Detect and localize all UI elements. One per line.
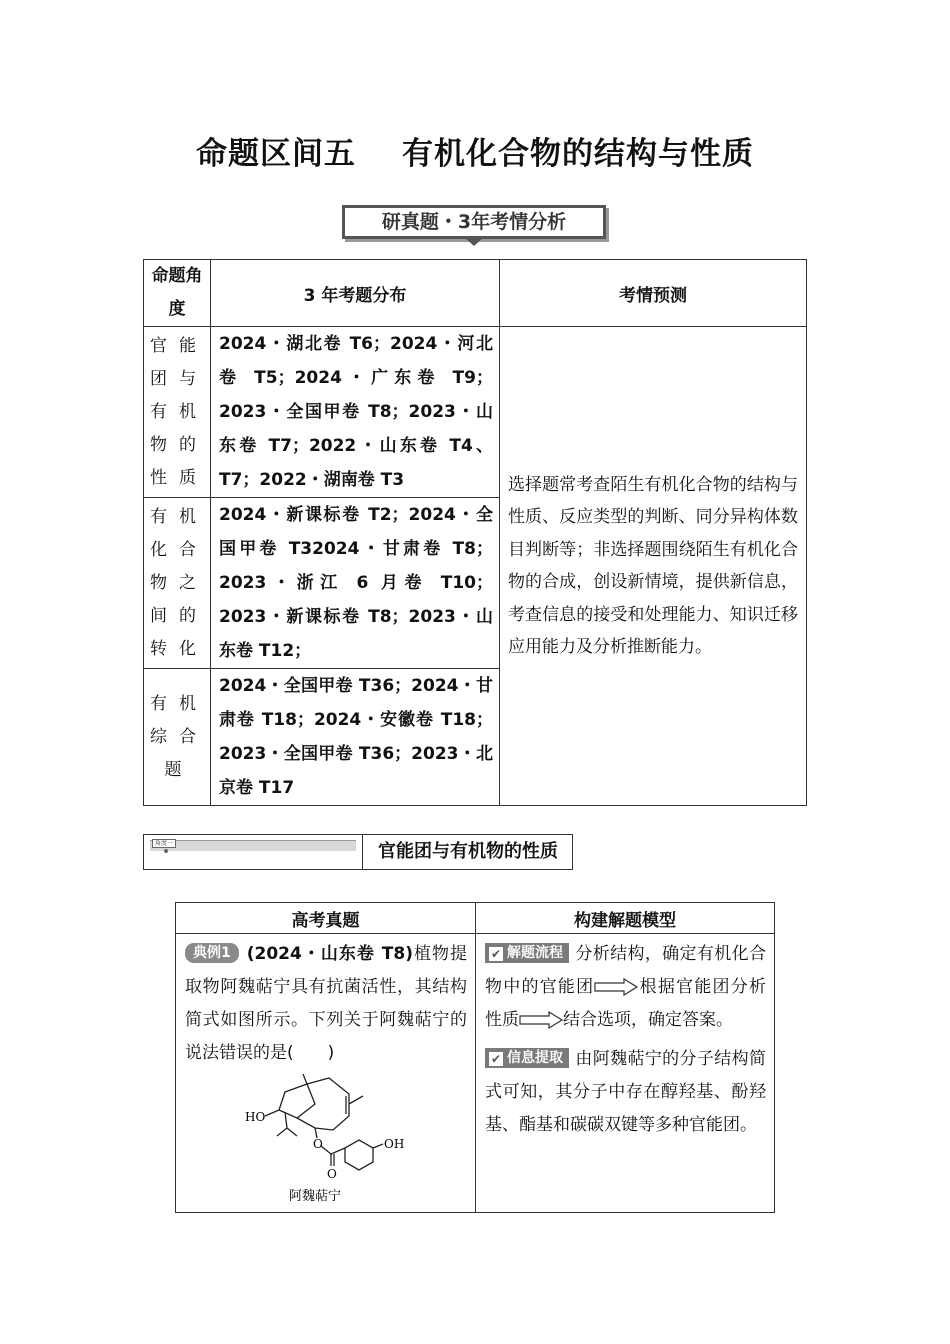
flow-badge: [485, 943, 569, 963]
prediction-cell: 选择题常考查陌生有机化合物的结构与性质、反应类型的判断、同分异构体数目判断等；非选择题围绕陌生有机化合物的合成，创设新情境，提供新信息，考查信息的接受和处理能力、知识迁移应用能力及分析推断能力。: [500, 327, 807, 806]
header-exam: 高考真题: [176, 903, 476, 934]
banner-label: 研真题・3年考情分析: [342, 205, 606, 239]
section-tag: 角度一: [152, 839, 176, 848]
isopropyl-bond: [285, 1112, 287, 1128]
header-angle: 命题角度: [144, 260, 211, 327]
flow-step1: 分析结构，确定有机化合物中的官能团: [485, 944, 766, 997]
title-section: 命题区间五: [196, 136, 356, 172]
flow-step3: 结合选项，确定答案。: [563, 1010, 733, 1030]
aryl-bond: [331, 1148, 345, 1154]
header-prediction: 考情预测: [500, 260, 807, 327]
methyl-bond: [349, 1096, 363, 1104]
isopropyl-bond-b: [287, 1128, 297, 1136]
example-table: [175, 902, 775, 1213]
section-bar: [150, 840, 356, 851]
structure-diagram: [245, 1074, 415, 1204]
angle-cell: 有机化合物之间的转化: [144, 498, 211, 669]
phenol-bond: [373, 1144, 383, 1148]
example-text: 植物提取物阿魏萜宁具有抗菌活性，其结构简式如图所示。下列关于阿魏萜宁的说法错误的是( ): [185, 944, 467, 1063]
carbonyl-o-label: O: [327, 1167, 337, 1181]
arrow-right-icon: [594, 978, 638, 996]
question-cell: [176, 934, 476, 1213]
ho-bond: [265, 1110, 279, 1116]
analysis-banner: [342, 205, 606, 237]
check-icon: ✔: [490, 1052, 502, 1066]
flow-badge-label: 解题流程: [507, 945, 563, 961]
banner-pointer: [464, 237, 484, 246]
table-header-row: [144, 260, 807, 327]
structure-caption: 阿魏萜宁: [289, 1189, 342, 1204]
table-row: [144, 327, 807, 498]
info-badge: [485, 1048, 569, 1068]
angle-cell: 官能团与有机物的性质: [144, 327, 211, 498]
methyl-top-bond: [303, 1074, 307, 1084]
distribution-cell: 2024・全国甲卷 T36；2024・甘肃卷 T18；2024・安徽卷 T18；2023・全国甲卷 T36；2023・北京卷 T17: [211, 669, 500, 806]
check-icon: ✔: [490, 947, 502, 961]
ho-label: HO: [245, 1110, 266, 1124]
example-badge: 典例1: [185, 943, 239, 963]
example-source: (2024・山东卷 T8): [246, 944, 413, 964]
info-text: 由阿魏萜宁的分子结构简式可知，其分子中存在醇羟基、酚羟基、酯基和碳碳双键等多种官能团。: [485, 1049, 766, 1135]
table-header-row: [176, 903, 775, 934]
arrow-right-icon: [519, 1011, 563, 1029]
angle-cell: 有机综合题: [144, 669, 211, 806]
flow-step2: 根据官能团分析性质: [485, 977, 767, 1030]
table-row: [176, 934, 775, 1213]
header-distribution: 3 年考题分布: [211, 260, 500, 327]
five-ring: [279, 1084, 315, 1118]
isopropyl-bond-a: [277, 1128, 287, 1136]
oh-label: OH: [384, 1137, 405, 1151]
distribution-cell: 2024・新课标卷 T2；2024・全国甲卷 T32024・甘肃卷 T8；2023・浙江 6 月卷 T10；2023・新课标卷 T8；2023・山东卷 T12；: [211, 498, 500, 669]
page-title: [0, 128, 950, 173]
distribution-cell: 2024・湖北卷 T6；2024・河北卷 T5；2024・广东卷 T9；2023・全国甲卷 T8；2023・山东卷 T7；2022・山东卷 T4、T7；2022・湖南卷 T3: [211, 327, 500, 498]
info-badge-label: 信息提取: [507, 1050, 563, 1066]
section-dot: [164, 849, 168, 853]
section-heading: [143, 834, 573, 870]
ester-o-label: O: [313, 1137, 323, 1151]
benzene-ring: [345, 1140, 373, 1170]
header-model: 构建解题模型: [476, 903, 775, 934]
model-cell: [476, 934, 775, 1213]
seven-ring: [297, 1078, 349, 1130]
exam-analysis-table: [143, 259, 807, 806]
title-topic: 有机化合物的结构与性质: [402, 136, 754, 172]
section-label: 官能团与有机物的性质: [362, 835, 573, 869]
